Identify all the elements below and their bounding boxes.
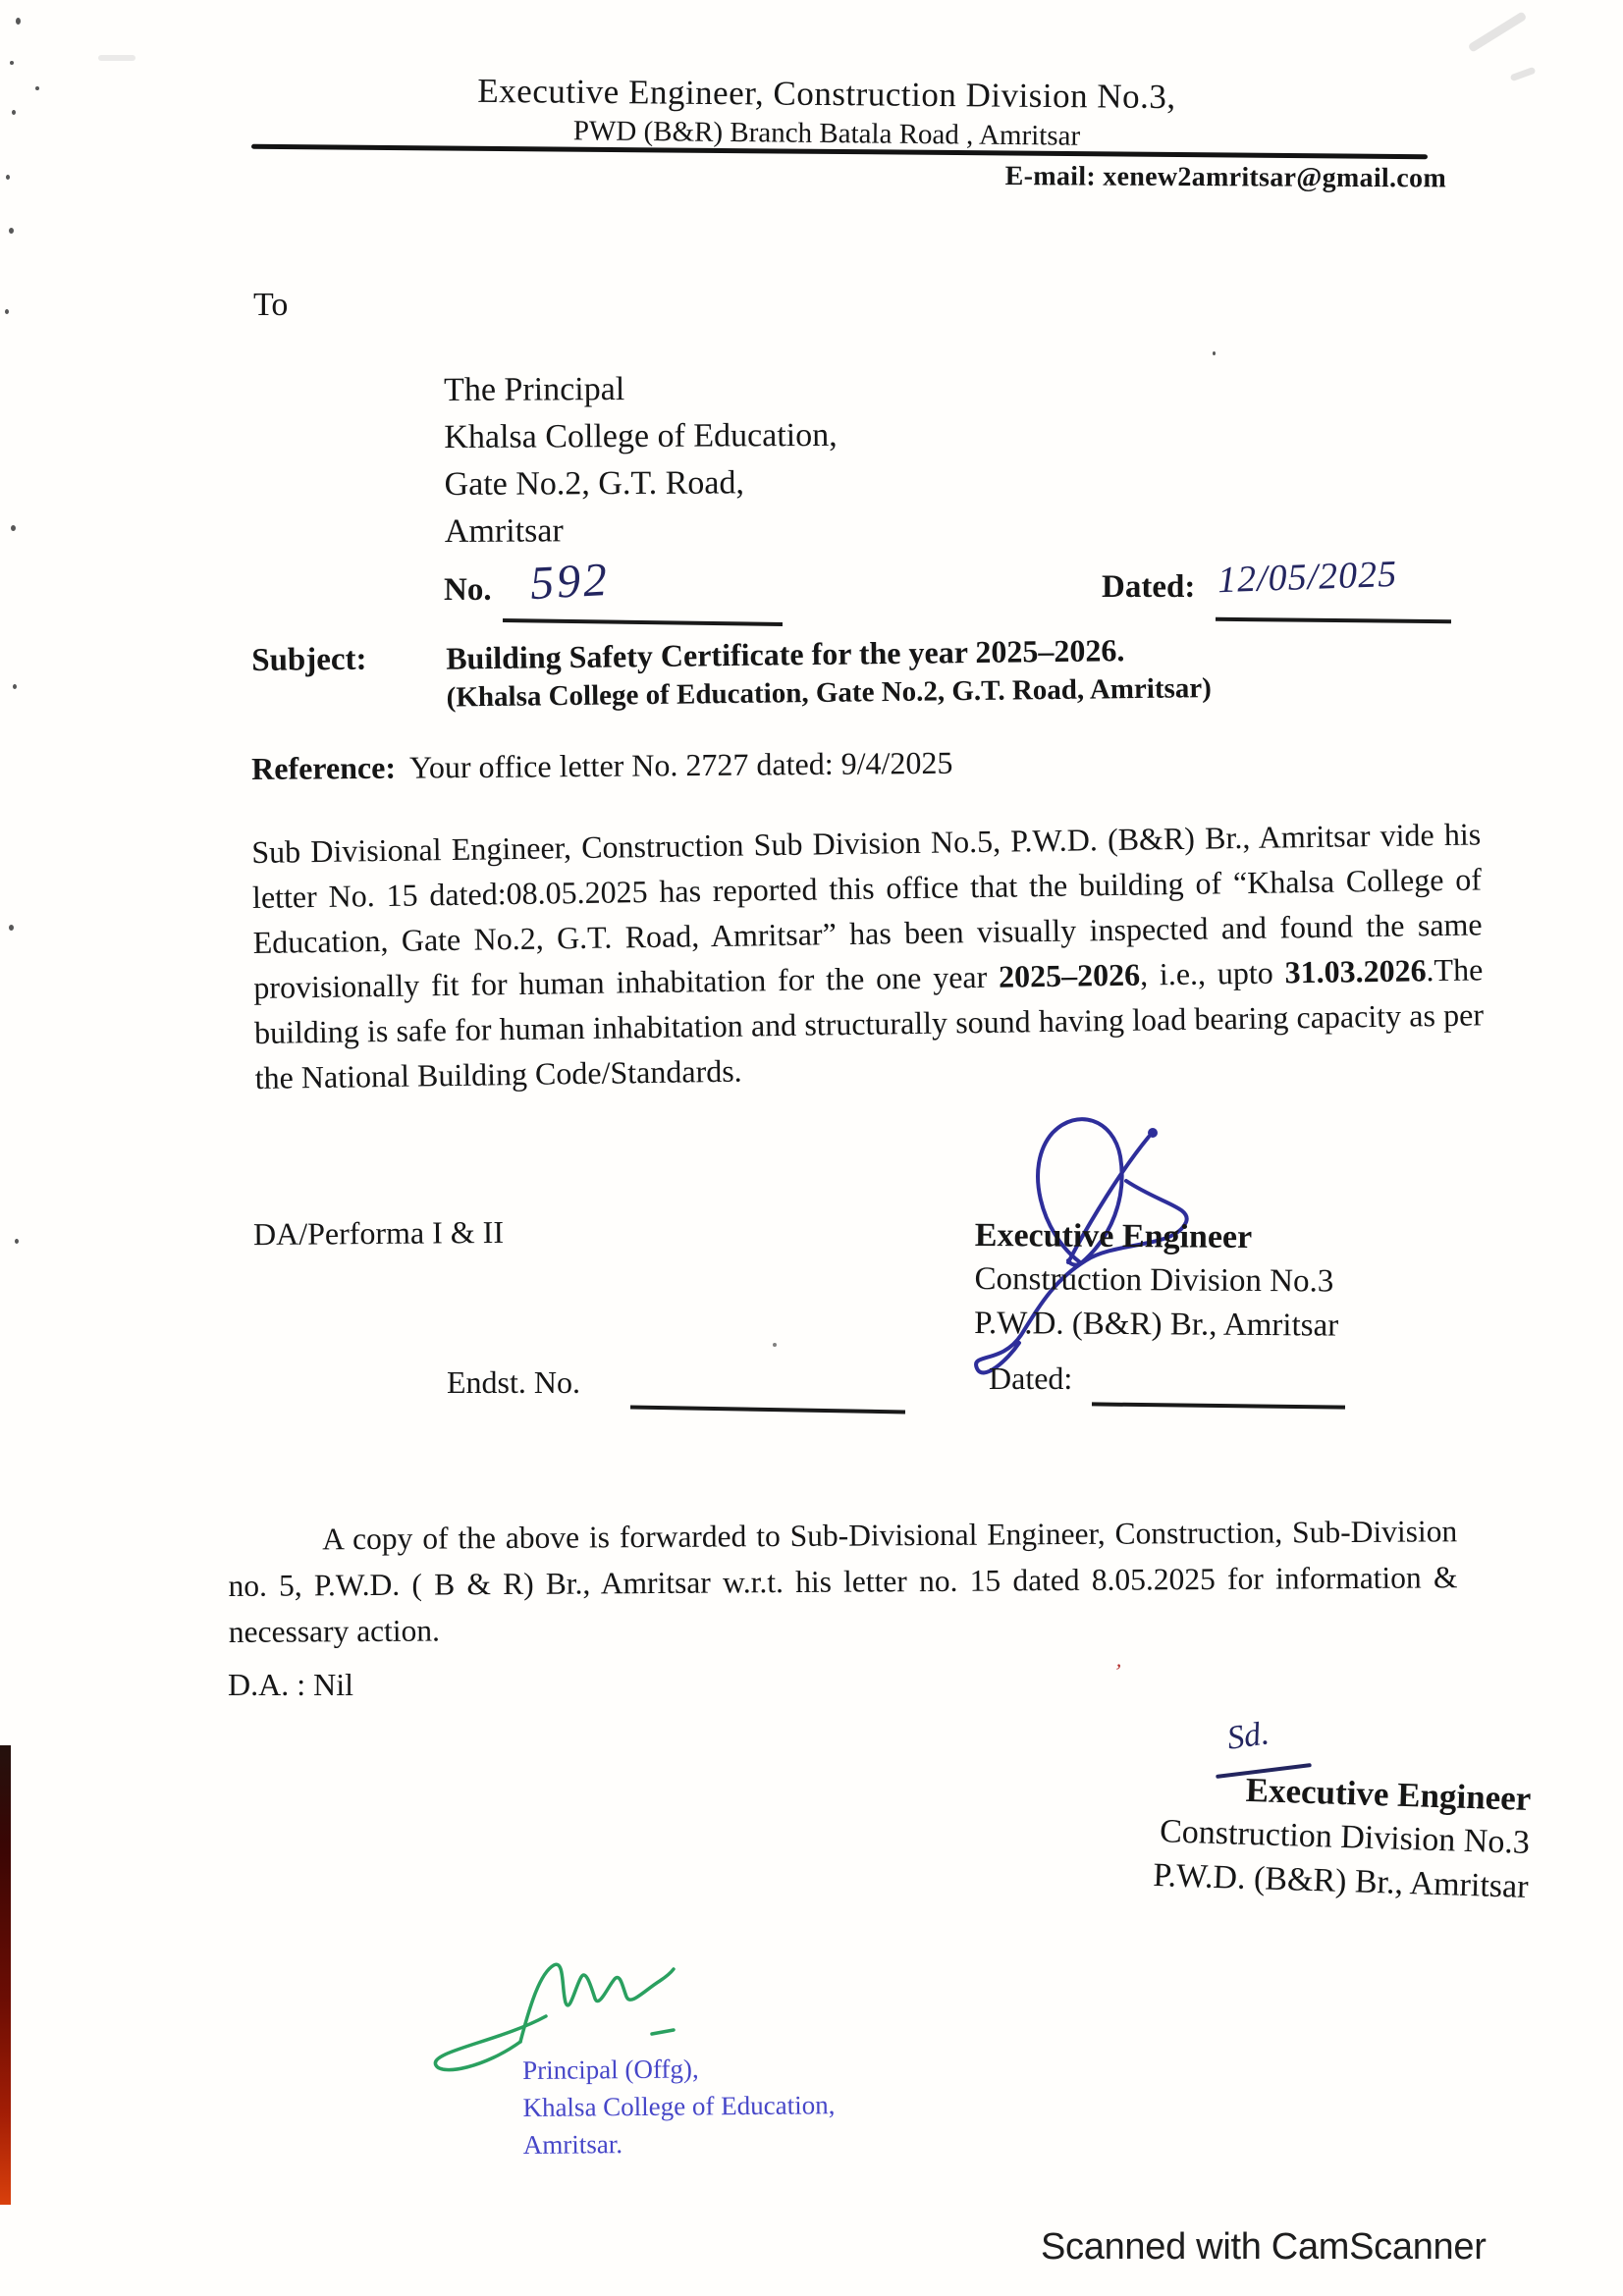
camscanner-footer: Scanned with CamScanner — [1041, 2226, 1487, 2268]
signatory-block-2 — [998, 1760, 1532, 1909]
salutation-to: To — [253, 287, 289, 323]
reference-label: Reference: — [251, 749, 397, 786]
recipient-line: The Principal — [444, 371, 625, 408]
forwarding-paragraph: A copy of the above is forwarded to Sub-Divisional Engineer, Construction, Sub-Division no. 5, P.W.D. ( B & R) Br., Amritsar w.r.t. his letter no. 15 dated 8.05.2025 for information & necessary action. — [228, 1514, 1458, 1649]
body-text: , i.e., upto — [1139, 954, 1285, 992]
letter-date-handwritten: 12/05/2025 — [1217, 553, 1398, 602]
recipient-line: Amritsar — [444, 512, 564, 550]
body-text: .The building is safe for human inhabitation and structurally sound having load bearing capacity as per the National Building Code/Standards. — [253, 951, 1485, 1095]
scan-edge-strip — [0, 1745, 11, 2205]
body-bold-date: 31.03.2026 — [1284, 952, 1427, 990]
signatory1-title: Executive Engineer — [974, 1216, 1253, 1255]
signatory-block-1 — [974, 1213, 1339, 1349]
signatory1-division: Construction Division No.3 — [974, 1260, 1334, 1300]
scan-speck — [1213, 351, 1216, 355]
letter-number-underline — [503, 618, 783, 626]
body-bold-year: 2025–2026 — [998, 956, 1141, 994]
letter-number-handwritten: 592 — [528, 553, 612, 611]
scan-speck — [9, 228, 14, 234]
recipient-line: Gate No.2, G.T. Road, — [444, 464, 745, 503]
enclosure-note: DA/Performa I & II — [252, 1213, 505, 1253]
scan-smudge — [1468, 11, 1528, 53]
endst-number-underline — [630, 1406, 905, 1415]
letter-date-underline — [1216, 617, 1451, 624]
stamp-line: Khalsa College of Education, — [522, 2090, 836, 2122]
body-text: Sub Divisional Engineer, Construction Sub Division No.5, P.W.D. (B&R) Br., Amritsar vide his letter No. 15 dated:08.05.2025 has reported this office that the building of “Khalsa College of Education, Gate No.2, G.T. Road, Amritsar” has been visually inspected and found the same provisionally fit for human inhabitation for the one year — [251, 816, 1483, 1005]
scan-speck — [773, 1343, 777, 1347]
da-nil-note: D.A. : Nil — [228, 1667, 353, 1702]
scan-speck — [5, 309, 9, 314]
recipient-address — [444, 365, 838, 556]
reference-text: Your office letter No. 2727 dated: 9/4/2025 — [408, 744, 953, 785]
reference-line — [251, 745, 953, 787]
letterhead-email: E-mail: xenew2amritsar@gmail.com — [1004, 161, 1447, 194]
signatory2-division: Construction Division No.3 — [1159, 1813, 1531, 1861]
letter-date-label: Dated: — [1102, 569, 1196, 605]
scan-smudge — [1510, 67, 1537, 81]
letter-number-label: No. — [444, 572, 492, 608]
scan-speck — [11, 525, 16, 531]
endst-dated-underline — [1092, 1402, 1345, 1409]
subject-label: Subject: — [251, 641, 367, 678]
subject-block — [251, 627, 1498, 714]
sd-handwritten-mark: Sd. — [1224, 1715, 1271, 1757]
scan-speck — [13, 684, 17, 689]
endst-number-label: Endst. No. — [447, 1364, 580, 1400]
signatory1-branch: P.W.D. (B&R) Br., Amritsar — [974, 1305, 1339, 1344]
scan-speck — [16, 18, 21, 25]
subject-line1: Building Safety Certificate for the year 2025–2026. — [445, 632, 1125, 676]
letterhead-title: Executive Engineer, Construction Division No.3, — [477, 71, 1176, 117]
scan-speck — [6, 175, 10, 180]
endst-dated-label: Dated: — [989, 1361, 1073, 1396]
stamp-line: Principal (Offg), — [522, 2054, 699, 2085]
scan-speck — [10, 61, 14, 65]
recipient-line: Khalsa College of Education, — [444, 416, 838, 455]
letterhead-subtitle: PWD (B&R) Branch Batala Road , Amritsar — [572, 115, 1081, 152]
principal-stamp — [522, 2049, 836, 2163]
signatory2-branch: P.W.D. (B&R) Br., Amritsar — [1152, 1856, 1530, 1905]
scan-speck — [12, 110, 16, 115]
scan-smudge — [98, 55, 135, 61]
scan-speck — [9, 925, 14, 931]
scan-speck — [35, 86, 39, 90]
body-paragraph — [251, 811, 1485, 1100]
signatory2-title: Executive Engineer — [1245, 1770, 1532, 1818]
scan-speck — [15, 1239, 19, 1244]
stamp-line: Amritsar. — [522, 2129, 623, 2160]
red-ink-speck: ’ — [1112, 1658, 1124, 1684]
subject-line2: (Khalsa College of Education, Gate No.2, G.T. Road, Amritsar) — [446, 672, 1213, 714]
